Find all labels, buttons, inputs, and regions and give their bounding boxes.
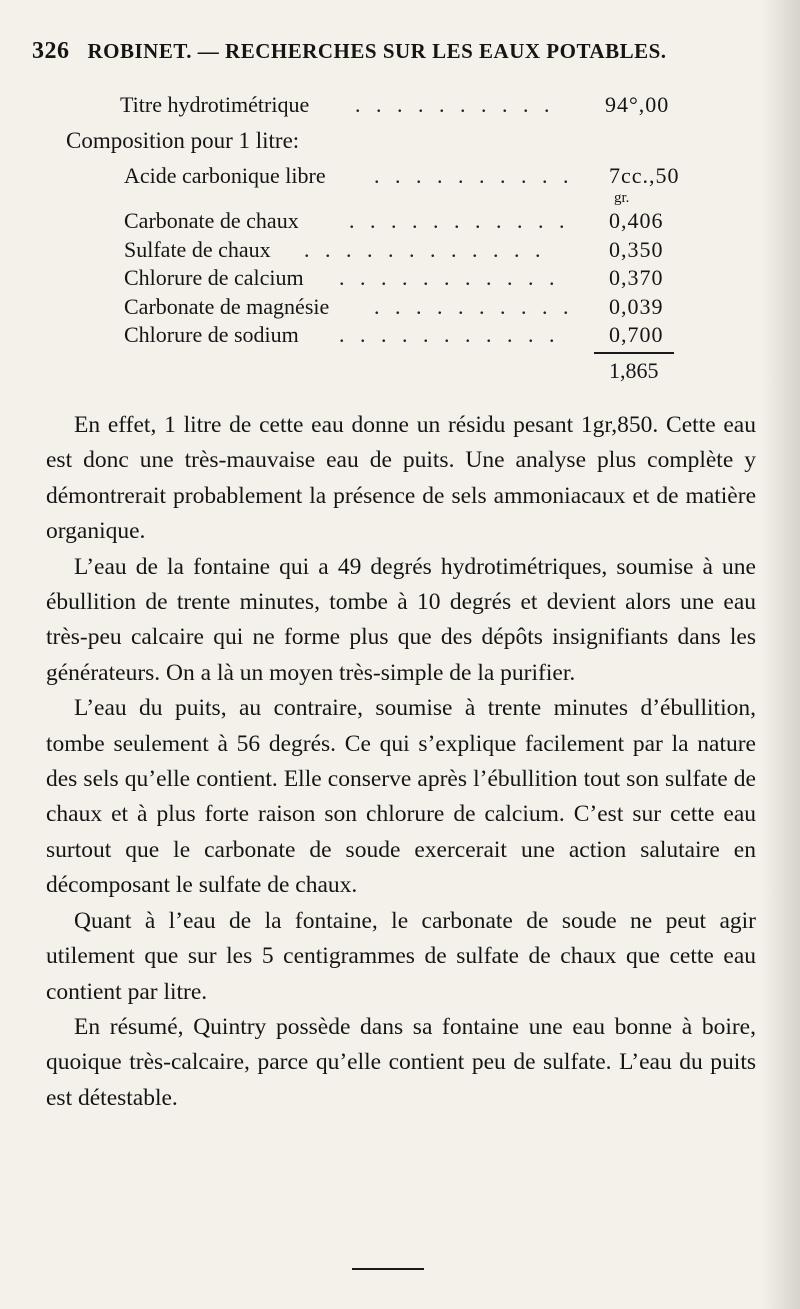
row-dots: . . . . . . . . . . xyxy=(374,163,574,188)
row-value: 7cc.,50 xyxy=(609,163,680,188)
page-edge-shadow xyxy=(762,0,800,1309)
total-value: 1,865 xyxy=(609,358,659,383)
row-dots: . . . . . . . . . . xyxy=(374,294,574,319)
row-value: 0,406 xyxy=(609,208,664,233)
row-value: 0,700 xyxy=(609,322,664,347)
running-header xyxy=(32,38,692,65)
row-value: 0,039 xyxy=(609,294,664,319)
row-dots: . . . . . . . . . . . xyxy=(339,322,560,347)
row-label: Chlorure de sodium xyxy=(124,322,299,347)
paragraph: L’eau du puits, au contraire, soumise à trente minutes d’ébullition, tombe seulement à 56 degrés. Ce qui s’explique facilement par la nature des sels qu’elle contient. Elle conserve après l’ébullition tout son sulfate de chaux et à plus forte raison son chlorure de calcium. C’est sur cette eau surtout que le carbonate de soude exercerait une action salutaire en décomposant le sulfate de chaux. xyxy=(46,695,756,899)
running-title: ROBINET. — RECHERCHES SUR LES EAUX POTABLES. xyxy=(87,39,667,63)
body-text xyxy=(46,408,756,1116)
composition-heading: Composition pour 1 litre: xyxy=(66,128,300,153)
unit-gr: gr. xyxy=(614,190,630,206)
row-label: Carbonate de magnésie xyxy=(124,294,330,319)
page-number: 326 xyxy=(32,38,70,64)
row-value: 0,370 xyxy=(609,265,664,290)
paragraph: En effet, 1 litre de cette eau donne un résidu pesant 1gr,850. Cette eau est donc une très-mauvaise eau de puits. Une analyse plus complète y démontrerait probablement la présence de sels ammoniacaux et de matière organique. xyxy=(46,412,756,545)
row-dots: . . . . . . . . . . . . xyxy=(304,237,546,262)
paragraph: Quant à l’eau de la fontaine, le carbonate de soude ne peut agir utilement que sur les 5 centigrammes de sulfate de chaux que cette eau contient par litre. xyxy=(46,907,756,1005)
total-rule xyxy=(594,352,674,354)
row-value: 0,350 xyxy=(609,237,664,262)
row-dots: . . . . . . . . . . . xyxy=(349,208,570,233)
hydro-dots: . . . . . . . . . . xyxy=(355,92,555,117)
row-label: Acide carbonique libre xyxy=(124,163,326,188)
row-label: Sulfate de chaux xyxy=(124,237,271,262)
paragraph: L’eau de la fontaine qui a 49 degrés hydrotimétriques, soumise à une ébullition de trente minutes, tombe à 10 degrés et devient alors une eau très-peu calcaire qui ne forme plus que des dépôts insignifiants dans les générateurs. On a là un moyen très-simple de la purifier. xyxy=(46,553,756,686)
hydro-value: 94°,00 xyxy=(605,92,670,117)
paragraph: En résumé, Quintry possède dans sa fontaine une eau bonne à boire, quoique très-calcaire, parce qu’elle contient peu de sulfate. L’eau du puits est détestable. xyxy=(46,1013,756,1111)
row-dots: . . . . . . . . . . . xyxy=(339,265,560,290)
hydro-label: Titre hydrotimétrique xyxy=(120,92,310,117)
closing-rule xyxy=(352,1268,424,1270)
row-label: Chlorure de calcium xyxy=(124,265,304,290)
row-label: Carbonate de chaux xyxy=(124,208,299,233)
